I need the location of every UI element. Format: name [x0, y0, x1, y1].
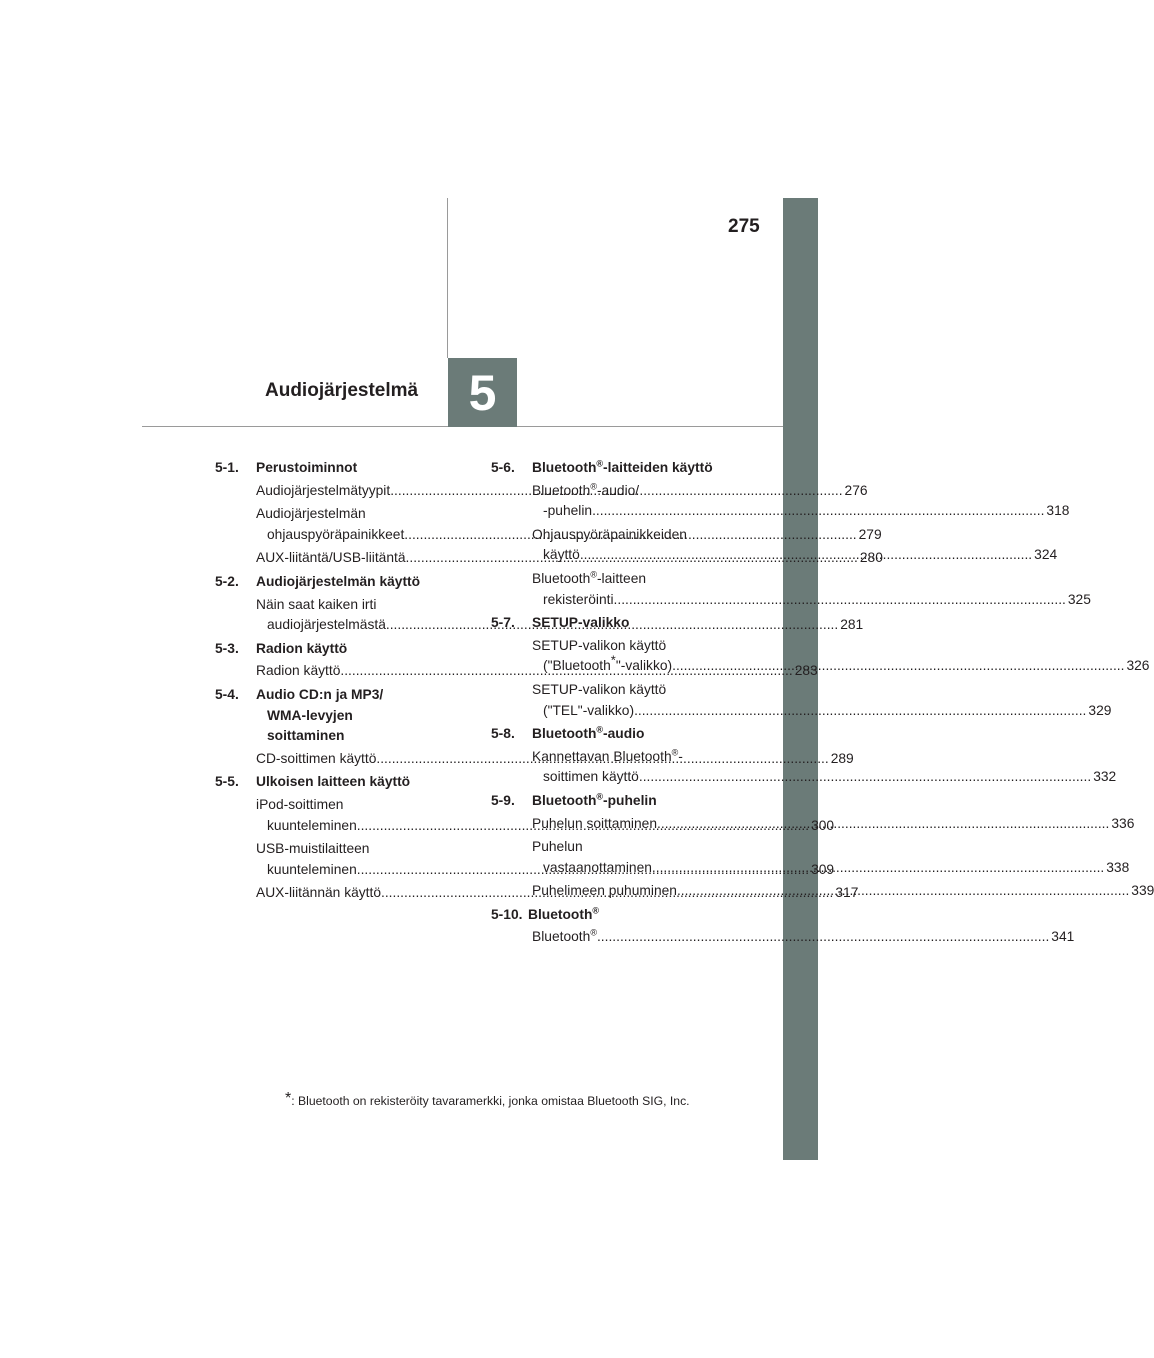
- section-number: 5-3.: [215, 640, 239, 656]
- entry-text: AUX-liitäntä/USB-liitäntä: [256, 550, 406, 566]
- footnote: [285, 1090, 690, 1108]
- dot-leader: [592, 501, 1044, 522]
- registered-mark: ®: [590, 569, 597, 580]
- entry-page: 283: [794, 663, 818, 679]
- toc-entry[interactable]: [491, 680, 1112, 721]
- section-number: 5-7.: [491, 615, 515, 631]
- registered-mark: ®: [596, 724, 604, 735]
- entry-page: 309: [811, 861, 835, 877]
- entry-text: -audio/: [596, 482, 640, 498]
- footnote-text: : Bluetooth on rekisteröity tavaramerkki, jonka omistaa Bluetooth SIG, Inc.: [291, 1094, 690, 1108]
- entry-text-cont: rekisteröinti: [543, 591, 614, 607]
- entry-page: 336: [1111, 815, 1135, 831]
- section-title[interactable]: [532, 791, 739, 812]
- section-title[interactable]: [528, 905, 739, 926]
- entry-page: 276: [844, 482, 868, 498]
- entry-text-cont: ("Bluetooth: [543, 658, 611, 674]
- entry-text: Puhelun soittaminen: [532, 815, 658, 831]
- vertical-divider: [447, 198, 448, 358]
- section-title[interactable]: Perustoiminnot: [256, 460, 358, 475]
- section-title[interactable]: Radion käyttö: [256, 640, 348, 656]
- brand-text: Bluetooth: [532, 460, 597, 475]
- section-title-line: soittaminen: [267, 728, 345, 744]
- dot-leader: [672, 656, 1124, 677]
- entry-page: 326: [1126, 658, 1150, 674]
- footnote-star: *: [285, 1090, 292, 1107]
- entry-text: Kannettavan Bluetooth: [532, 748, 672, 764]
- entry-text: Puhelimeen puhuminen: [532, 883, 677, 899]
- brand-text: Bluetooth: [532, 726, 597, 742]
- title-rest: -puhelin: [603, 792, 657, 808]
- section-title-line: WMA-levyjen: [267, 707, 353, 723]
- entry-text: Näin saat kaiken irti: [256, 596, 377, 612]
- entry-page: 332: [1093, 769, 1117, 785]
- registered-mark: ®: [590, 927, 597, 938]
- toc-entry[interactable]: [491, 927, 1075, 948]
- toc-section-5-10: [491, 905, 1075, 948]
- entry-page: 280: [859, 550, 883, 566]
- dot-leader: [639, 767, 1091, 788]
- entry-page: 341: [1051, 929, 1075, 945]
- entry-text: Audiojärjestelmän: [256, 506, 366, 522]
- brand-text: Bluetooth: [528, 906, 593, 922]
- section-number: 5-4.: [215, 686, 239, 702]
- brand-text: Bluetooth: [532, 570, 591, 586]
- entry-text-cont: ohjauspyöräpainikkeet: [267, 526, 405, 542]
- dot-leader: [580, 545, 1032, 566]
- dot-leader: [597, 927, 1049, 948]
- entry-text: iPod-soittimen: [256, 796, 344, 812]
- entry-text-cont: audiojärjestelmästä: [267, 617, 386, 633]
- entry-page: 338: [1106, 859, 1130, 875]
- chapter-title: Audiojärjestelmä: [265, 380, 419, 401]
- entry-text-cont: soittimen käyttö: [543, 769, 639, 785]
- entry-text: USB-muistilaitteen: [256, 841, 370, 857]
- entry-text-cont: ("TEL"-valikko): [543, 702, 635, 718]
- entry-page: 325: [1067, 591, 1091, 607]
- section-title[interactable]: Audiojärjestelmän käyttö: [256, 573, 421, 589]
- entry-text: SETUP-valikon käyttö: [532, 681, 667, 697]
- entry-text-cont: kuunteleminen: [267, 817, 357, 833]
- section-number: 5-10.: [491, 906, 523, 922]
- entry-page: 329: [1088, 702, 1112, 718]
- entry-text-cont: käyttö: [543, 547, 580, 563]
- registered-mark: ®: [596, 458, 604, 469]
- brand-text: Bluetooth: [532, 929, 591, 945]
- entry-text-cont: kuunteleminen: [267, 861, 357, 877]
- section-title[interactable]: [532, 724, 739, 745]
- entry-text: Puhelun: [532, 839, 583, 855]
- title-rest: -laitteiden käyttö: [603, 460, 713, 475]
- dot-leader: [652, 858, 1104, 879]
- footnote-star: *: [610, 652, 616, 668]
- section-number: 5-9.: [491, 792, 515, 808]
- entry-text-cont: "-valikko): [615, 658, 673, 674]
- registered-mark: ®: [671, 747, 679, 758]
- section-title-line: Audio CD:n ja MP3/: [256, 686, 384, 702]
- title-rest: -audio: [603, 726, 645, 742]
- entry-text: Ohjauspyöräpainikkeiden: [532, 526, 687, 542]
- dot-leader: [634, 701, 1086, 722]
- section-number: 5-2.: [215, 573, 239, 589]
- registered-mark: ®: [596, 791, 604, 802]
- toc-entry[interactable]: [491, 569, 1091, 610]
- dot-leader: [657, 814, 1109, 835]
- section-number: 5-1.: [215, 460, 239, 475]
- entry-text: Audiojärjestelmätyypit: [256, 482, 391, 498]
- section-number: 5-6.: [491, 460, 515, 475]
- brand-text: Bluetooth: [532, 792, 597, 808]
- section-title[interactable]: Ulkoisen laitteen käyttö: [256, 774, 411, 790]
- section-number: 5-8.: [491, 726, 515, 742]
- entry-text: -laitteen: [596, 570, 647, 586]
- entry-text: SETUP-valikon käyttö: [532, 637, 667, 653]
- section-title[interactable]: [256, 685, 467, 747]
- entry-text: AUX-liitännän käyttö: [256, 885, 382, 901]
- entry-page: 281: [840, 617, 864, 633]
- entry-text: -: [678, 748, 683, 764]
- dot-leader: [614, 590, 1066, 611]
- entry-page: 300: [811, 817, 835, 833]
- chapter-number-box: 5: [448, 358, 517, 427]
- entry-text: CD-soittimen käyttö: [256, 750, 377, 766]
- entry-text-cont: vastaanottaminen: [543, 859, 652, 875]
- section-title[interactable]: SETUP-valikko: [532, 615, 630, 631]
- entry-page: 324: [1034, 547, 1058, 563]
- entry-page: 318: [1046, 503, 1070, 519]
- registered-mark: ®: [590, 481, 597, 491]
- brand-text: Bluetooth: [532, 482, 591, 498]
- page-number: 275: [728, 216, 760, 237]
- entry-page: 317: [835, 885, 859, 901]
- section-title[interactable]: [532, 458, 739, 479]
- registered-mark: ®: [592, 905, 600, 916]
- dot-leader: [677, 881, 1129, 902]
- entry-text-cont: -puhelin: [543, 503, 593, 519]
- entry-text: Radion käyttö: [256, 663, 341, 679]
- section-number: 5-5.: [215, 774, 239, 790]
- entry-page: 339: [1131, 883, 1154, 899]
- entry-page: 279: [858, 526, 882, 542]
- entry-page: 289: [830, 750, 854, 766]
